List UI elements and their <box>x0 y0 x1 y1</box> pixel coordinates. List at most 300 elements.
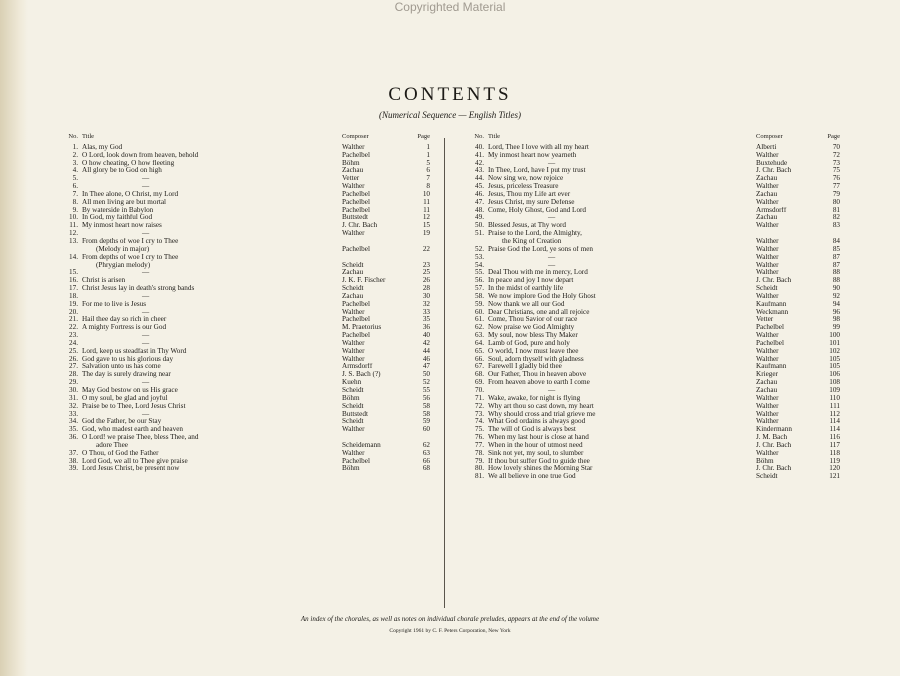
entry-number: 33. <box>69 409 78 418</box>
entry-title: Dear Christians, one and all rejoice <box>488 308 590 316</box>
contents-entry <box>62 442 430 450</box>
entry-number: 38. <box>69 456 78 465</box>
entry-composer: Scheidt <box>342 418 364 426</box>
header-composer: Composer <box>756 133 783 140</box>
entry-number: 17. <box>69 284 78 293</box>
entry-page: 116 <box>829 433 840 442</box>
entry-title: — <box>142 183 150 191</box>
contents-entry <box>62 324 430 332</box>
entry-number: 32. <box>69 401 78 410</box>
contents-entry <box>468 207 840 215</box>
entry-title: Sink not yet, my soul, to slumber <box>488 449 584 457</box>
contents-entry <box>62 175 430 183</box>
header-page: Page <box>417 133 430 140</box>
entry-number: 81. <box>475 472 484 481</box>
contents-entry <box>62 371 430 379</box>
entry-number: 18. <box>69 291 78 300</box>
entry-number: 30. <box>69 386 78 394</box>
entry-number: 65. <box>475 346 484 355</box>
entry-page: 35 <box>422 315 430 324</box>
entry-number: 55. <box>475 268 484 277</box>
contents-entry <box>62 411 430 419</box>
entry-number: 67. <box>475 362 484 371</box>
entry-page: 118 <box>829 448 840 457</box>
entry-page: 75 <box>832 166 840 175</box>
entry-title: Why should cross and trial grieve me <box>488 410 596 418</box>
entry-number: 74. <box>475 417 484 426</box>
contents-entry <box>62 207 430 215</box>
entry-page: 81 <box>832 205 840 214</box>
entry-number: 48. <box>475 205 484 214</box>
entry-composer: Zachau <box>756 387 778 394</box>
entry-page: 92 <box>832 291 840 300</box>
entry-number: 42. <box>475 158 484 167</box>
entry-page: 1 <box>426 150 430 159</box>
entry-title: We now implore God the Holy Ghost <box>488 292 596 300</box>
entry-composer: Scheidt <box>342 261 364 269</box>
entry-composer: Pachelbel <box>756 339 784 347</box>
contents-entry <box>468 387 840 395</box>
entry-composer: Walther <box>342 426 365 434</box>
entry-composer: Walther <box>756 355 779 363</box>
entry-title: For me to live is Jesus <box>82 300 147 308</box>
contents-entry <box>468 473 840 481</box>
entry-composer: M. Praetorius <box>342 324 382 332</box>
entry-title: In God, my faithful God <box>82 214 153 222</box>
entry-composer: J. Chr. Bach <box>342 222 378 230</box>
entry-title: We all believe in one true God <box>488 473 576 481</box>
entry-title: O world, I now must leave thee <box>488 347 579 355</box>
entry-page: 55 <box>422 386 430 394</box>
entry-composer: Walther <box>756 245 779 253</box>
contents-entry <box>62 262 430 270</box>
entry-title: Deal Thou with me in mercy, Lord <box>488 269 588 277</box>
entry-title: — <box>142 379 150 387</box>
contents-entry <box>62 269 430 277</box>
entry-page: 117 <box>829 440 840 449</box>
contents-entry <box>468 167 840 175</box>
entry-composer: Kuehn <box>342 379 362 387</box>
entry-composer: Zachau <box>342 167 364 175</box>
entry-page: 100 <box>829 331 840 340</box>
entry-page: 83 <box>832 221 840 230</box>
entry-page: 59 <box>422 417 430 426</box>
entry-page: 109 <box>829 386 840 394</box>
entry-page: 82 <box>832 213 840 222</box>
entry-title: Come, Thou Savior of our race <box>488 316 578 324</box>
entry-title: The will of God is always best <box>488 426 576 434</box>
entry-title: Jesus, priceless Treasure <box>488 183 559 191</box>
entry-title: In Thee alone, O Christ, my Lord <box>82 190 179 198</box>
entry-title: (Phrygian melody) <box>96 261 151 269</box>
entry-page: 120 <box>829 464 840 473</box>
entry-composer: Buttstedt <box>342 214 368 222</box>
entry-page: 119 <box>829 456 840 465</box>
entry-page: 121 <box>829 472 840 481</box>
entry-number: 9. <box>72 205 78 214</box>
entry-title: In Thee, Lord, have I put my trust <box>488 167 586 175</box>
entry-page: 56 <box>422 393 430 402</box>
entry-title: O Lord! we praise Thee, bless Thee, and <box>82 434 199 442</box>
entry-number: 4. <box>72 166 78 175</box>
entry-number: 10. <box>69 213 78 222</box>
entry-title: Come, Holy Ghost, God and Lord <box>488 206 587 214</box>
entry-title: Alas, my God <box>82 143 123 151</box>
contents-entry <box>468 379 840 387</box>
entry-title: Praise God the Lord, ye sons of men <box>488 245 593 253</box>
entry-composer: J. Chr. Bach <box>756 441 792 449</box>
contents-entry <box>468 340 840 348</box>
column-divider <box>444 138 445 608</box>
entry-number: 77. <box>475 440 484 449</box>
entry-composer: Vetter <box>756 316 774 324</box>
entry-composer: Walther <box>342 308 365 316</box>
entry-page: 15 <box>422 221 430 230</box>
contents-entry <box>62 222 430 230</box>
entry-number: 57. <box>475 284 484 293</box>
entry-page: 108 <box>829 378 840 387</box>
entry-title: If thou but suffer God to guide thee <box>488 457 590 465</box>
entry-page: 47 <box>422 362 430 371</box>
entry-composer: Pachelbel <box>342 190 370 198</box>
entry-title: My inmost heart now raises <box>82 222 162 230</box>
entry-composer: J. Chr. Bach <box>756 167 792 175</box>
entry-composer: Walther <box>342 183 365 191</box>
contents-entry <box>62 363 430 371</box>
entry-composer: Pachelbel <box>342 316 370 324</box>
entry-title: Now thank we all our God <box>488 300 565 308</box>
entry-composer: Walther <box>342 230 365 238</box>
entry-number: 69. <box>475 378 484 387</box>
entry-composer: Böhm <box>342 394 360 402</box>
entry-page: 114 <box>829 417 840 426</box>
entry-title: Lamb of God, pure and holy <box>488 339 570 347</box>
header-no: No. <box>68 133 78 140</box>
entry-page: 88 <box>832 276 840 285</box>
contents-entry <box>62 191 430 199</box>
contents-entry <box>468 238 840 246</box>
contents-entry <box>62 199 430 207</box>
entry-number: 15. <box>69 268 78 277</box>
entry-title: — <box>142 410 150 418</box>
entry-title: Praise to the Lord, the Almighty, <box>488 230 582 238</box>
contents-entry <box>468 254 840 262</box>
entry-title: — <box>142 230 150 238</box>
contents-entry <box>62 183 430 191</box>
contents-entry <box>468 418 840 426</box>
entry-composer: Weckmann <box>756 308 789 316</box>
header-title: Title <box>82 133 95 140</box>
entry-number: 16. <box>69 276 78 285</box>
entry-page: 70 <box>832 142 840 151</box>
contents-entry <box>468 316 840 324</box>
entry-number: 28. <box>69 370 78 379</box>
entry-title: the King of Creation <box>502 237 562 245</box>
entry-page: 32 <box>422 299 430 308</box>
entry-number: 31. <box>69 393 78 402</box>
entry-composer: Kaufmann <box>756 363 787 371</box>
entry-number: 37. <box>69 448 78 457</box>
entry-number: 3. <box>72 158 78 167</box>
entry-page: 30 <box>422 291 430 300</box>
contents-entry <box>62 254 430 262</box>
entry-title: Lord God, we all to Thee give praise <box>82 457 188 465</box>
contents-entry <box>468 152 840 160</box>
contents-entry <box>62 395 430 403</box>
entry-title: A mighty Fortress is our God <box>82 324 167 332</box>
entry-number: 25. <box>69 346 78 355</box>
contents-entry <box>468 309 840 317</box>
entry-composer: J. Chr. Bach <box>756 465 792 473</box>
entry-title: May God bestow on us His grace <box>82 387 178 394</box>
entry-page: 1 <box>426 142 430 151</box>
entry-page: 106 <box>829 370 840 379</box>
entry-composer: Walther <box>756 151 779 159</box>
entry-page: 110 <box>829 393 840 402</box>
entry-page: 19 <box>422 229 430 238</box>
entry-page: 36 <box>422 323 430 332</box>
entry-number: 78. <box>475 448 484 457</box>
entry-page: 85 <box>832 244 840 253</box>
contents-entry <box>468 458 840 466</box>
entry-title: — <box>142 332 150 340</box>
contents-entry <box>62 379 430 387</box>
entry-page: 25 <box>422 268 430 277</box>
contents-entry <box>468 246 840 254</box>
entry-composer: Böhm <box>756 457 774 465</box>
footnote: An index of the chorales, as well as notes on individual chorale preludes, appears at the end of the volume <box>300 615 600 623</box>
contents-entry <box>62 434 430 442</box>
entry-title: Farewell I gladly bid thee <box>488 363 562 371</box>
entry-page: 98 <box>832 315 840 324</box>
entry-composer: Vetter <box>342 175 360 183</box>
entry-page: 6 <box>426 166 430 175</box>
contents-entry <box>62 293 430 301</box>
entry-number: 36. <box>69 433 78 442</box>
entry-number: 14. <box>69 252 78 261</box>
entry-page: 79 <box>832 189 840 198</box>
header-no: No. <box>474 133 484 140</box>
entry-title: When in the hour of utmost need <box>488 441 583 449</box>
contents-entry <box>468 175 840 183</box>
contents-entry <box>468 277 840 285</box>
contents-entry <box>62 465 430 473</box>
entry-page: 52 <box>422 378 430 387</box>
contents-entry <box>468 222 840 230</box>
entry-composer: Pachelbel <box>342 457 370 465</box>
entry-composer: J. M. Bach <box>756 434 788 442</box>
entry-title: Our Father, Thou in heaven above <box>488 371 587 379</box>
contents-entry <box>468 214 840 222</box>
entry-composer: Walther <box>756 402 779 410</box>
entry-page: 33 <box>422 307 430 316</box>
contents-entry <box>468 332 840 340</box>
entry-composer: Scheidt <box>756 285 778 293</box>
contents-entry <box>62 238 430 246</box>
entry-composer: Pachelbel <box>342 151 370 159</box>
contents-entry <box>62 214 430 222</box>
entry-composer: Walther <box>756 253 779 261</box>
contents-entry <box>62 167 430 175</box>
entry-composer: Pachelbel <box>756 324 784 332</box>
contents-entry <box>468 411 840 419</box>
contents-entry <box>62 160 430 168</box>
entry-composer: Buxtehude <box>756 159 788 167</box>
header-title: Title <box>488 133 501 140</box>
entry-number: 60. <box>475 307 484 316</box>
entry-title: — <box>548 387 556 394</box>
entry-page: 99 <box>832 323 840 332</box>
entry-title: Now sing we, now rejoice <box>488 175 564 183</box>
entry-page: 66 <box>422 456 430 465</box>
contents-entry <box>62 246 430 254</box>
entry-title: — <box>548 253 556 261</box>
entry-page: 90 <box>832 284 840 293</box>
entry-number: 44. <box>475 174 484 183</box>
contents-entry <box>62 418 430 426</box>
contents-entry <box>468 293 840 301</box>
contents-entry <box>468 426 840 434</box>
entry-page: 60 <box>422 425 430 434</box>
entry-number: 63. <box>475 331 484 340</box>
entry-composer: Walther <box>756 198 779 206</box>
entry-number: 7. <box>72 189 78 198</box>
right-entries <box>468 144 840 481</box>
entry-composer: Böhm <box>342 465 360 473</box>
contents-entry <box>62 458 430 466</box>
contents-entry <box>62 426 430 434</box>
entry-title: From depths of woe I cry to Thee <box>82 237 179 245</box>
entry-page: 62 <box>422 440 430 449</box>
contents-entry <box>468 434 840 442</box>
entry-page: 7 <box>426 174 430 183</box>
entry-number: 8. <box>72 197 78 206</box>
contents-entry <box>468 191 840 199</box>
contents-entry <box>468 144 840 152</box>
entry-composer: Zachau <box>756 379 778 387</box>
entry-composer: Walther <box>342 355 365 363</box>
entry-page: 46 <box>422 354 430 363</box>
entry-page: 87 <box>832 252 840 261</box>
entry-title: The day is surely drawing near <box>82 371 171 379</box>
entry-page: 114 <box>829 425 840 434</box>
entry-page: 12 <box>422 213 430 222</box>
contents-entry <box>62 277 430 285</box>
header-page: Page <box>827 133 840 140</box>
entry-composer: Walther <box>756 292 779 300</box>
entry-title: In the midst of earthly life <box>488 285 564 293</box>
entry-composer: Alberti <box>756 143 777 151</box>
entry-page: 72 <box>832 150 840 159</box>
page-subtitle: (Numerical Sequence — English Titles) <box>379 110 521 120</box>
entry-composer: Walther <box>756 418 779 426</box>
entry-number: 75. <box>475 425 484 434</box>
entry-composer: Scheidemann <box>342 441 381 449</box>
entry-title: O how cheating, O how fleeting <box>82 159 175 167</box>
entry-composer: Zachau <box>756 214 778 222</box>
entry-composer: Walther <box>756 237 779 245</box>
entry-title: Blessed Jesus, at Thy word <box>488 222 566 230</box>
entry-composer: J. S. Bach (?) <box>342 371 381 379</box>
entry-composer: Scheidt <box>342 402 364 410</box>
entry-composer: J. Chr. Bach <box>756 277 792 285</box>
contents-entry <box>468 324 840 332</box>
entry-number: 66. <box>475 354 484 363</box>
entry-number: 51. <box>475 229 484 238</box>
entry-page: 63 <box>422 448 430 457</box>
entry-composer: Kindermann <box>756 426 792 434</box>
entry-page: 105 <box>829 354 840 363</box>
contents-entry <box>468 160 840 168</box>
entry-number: 56. <box>475 276 484 285</box>
entry-number: 11. <box>69 221 78 230</box>
entry-title: Hail thee day so rich in cheer <box>82 316 167 324</box>
contents-entry <box>62 403 430 411</box>
entry-number: 29. <box>69 378 78 387</box>
entry-page: 11 <box>423 197 430 206</box>
entry-number: 61. <box>475 315 484 324</box>
entry-page: 96 <box>832 307 840 316</box>
entry-composer: Scheidt <box>342 285 364 293</box>
right-column-header <box>468 133 840 141</box>
entry-number: 34. <box>69 417 78 426</box>
contents-entry <box>62 450 430 458</box>
entry-number: 73. <box>475 409 484 418</box>
entry-title: From depths of woe I cry to Thee <box>82 253 179 261</box>
contents-entry <box>62 309 430 317</box>
entry-number: 27. <box>69 362 78 371</box>
entry-number: 26. <box>69 354 78 363</box>
entry-title: My soul, now bless Thy Maker <box>488 332 578 340</box>
entry-number: 6. <box>72 182 78 191</box>
entry-page: 40 <box>422 331 430 340</box>
contents-entry <box>468 183 840 191</box>
entry-title: O Lord, look down from heaven, behold <box>82 151 199 159</box>
entry-number: 46. <box>475 189 484 198</box>
entry-title: In peace and joy I now depart <box>488 277 574 285</box>
contents-entry <box>62 152 430 160</box>
entry-composer: Kaufmann <box>756 300 787 308</box>
entry-composer: Zachau <box>342 269 364 277</box>
entry-page: 94 <box>832 299 840 308</box>
entry-page: 105 <box>829 362 840 371</box>
contents-entry <box>468 442 840 450</box>
entry-number: 71. <box>475 393 484 402</box>
entry-composer: Buttstedt <box>342 410 368 418</box>
entry-title: — <box>142 339 150 347</box>
entry-number: 49. <box>475 213 484 222</box>
entry-number: 24. <box>69 338 78 347</box>
entry-composer: Pachelbel <box>342 206 370 214</box>
entry-title: Jesus Christ, my sure Defense <box>488 198 575 206</box>
entry-page: 58 <box>422 409 430 418</box>
contents-entry <box>468 285 840 293</box>
entry-number: 70. <box>475 386 484 394</box>
entry-title: adore Thee <box>96 441 128 449</box>
contents-entry <box>62 332 430 340</box>
entry-title: — <box>142 269 150 277</box>
entry-title: Soul, adorn thyself with gladness <box>488 355 584 363</box>
entry-page: 77 <box>832 182 840 191</box>
contents-entry <box>468 348 840 356</box>
entry-number: 62. <box>475 323 484 332</box>
entry-title: Salvation unto us has come <box>82 363 161 371</box>
entry-number: 58. <box>475 291 484 300</box>
entry-title: Wake, awake, for night is flying <box>488 394 581 402</box>
entry-title: — <box>142 308 150 316</box>
entry-composer: Walther <box>756 261 779 269</box>
entry-page: 68 <box>422 464 430 473</box>
